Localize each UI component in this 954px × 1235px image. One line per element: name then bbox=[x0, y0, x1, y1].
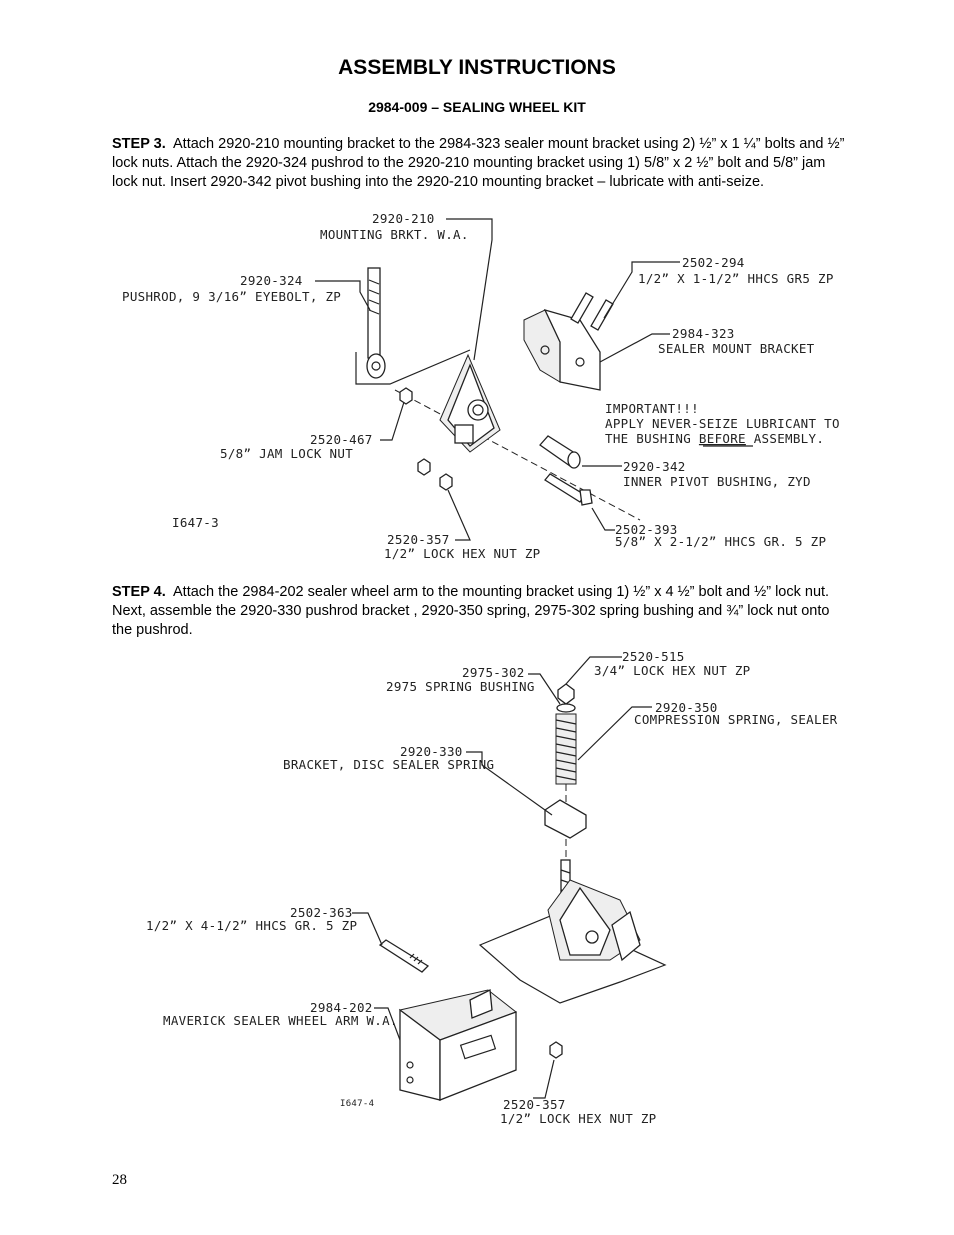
important-note-text-a: THE BUSHING bbox=[605, 431, 699, 446]
spring-bushing-drawing bbox=[557, 704, 575, 712]
label-2520-515-description: 3/4” LOCK HEX NUT ZP bbox=[594, 663, 751, 678]
label-2975-302-number: 2975-302 bbox=[462, 665, 525, 680]
figure-2-id: I647-4 bbox=[340, 1099, 375, 1109]
label-2920-330-number: 2920-330 bbox=[400, 744, 463, 759]
label-2920-342-description: INNER PIVOT BUSHING, ZYD bbox=[623, 474, 811, 489]
label-2502-393-number: 2502-393 bbox=[615, 522, 678, 537]
lock-nut-fig2-drawing bbox=[550, 1042, 562, 1058]
important-note-before: BEFORE bbox=[698, 431, 746, 446]
step-3-label: STEP 3. bbox=[112, 136, 166, 152]
label-2520-467-description: 5/8” JAM LOCK NUT bbox=[220, 446, 354, 461]
bolt-2502-363-drawing bbox=[380, 940, 428, 972]
important-note-line-2: APPLY NEVER-SEIZE LUBRICANT TO bbox=[605, 416, 840, 431]
step-3-text: Attach 2920-210 mounting bracket to the 2984-323 sealer mount bracket using 2) ½” x 1 ¼” bolts and ½” lock nuts. Attach the 2920-324 pushrod to the 2920-210 mounting bracket using 1) 5/8” x 2 ½” bolt and 5/8” jam lock nut. Insert 2920-342 pivot bushing into the 2920-210 mounting bracket – lubricate with anti-seize. bbox=[112, 136, 845, 190]
step-4-text: Attach the 2984-202 sealer wheel arm to the mounting bracket using 1) ½” x 4 ½” bolt and ½” lock nut. Next, assemble the 2920-330 pushrod bracket , 2920-350 spring, 2975-302 spring bushing and ¾” lock nut onto the pushrod. bbox=[112, 584, 830, 638]
label-2984-202-number: 2984-202 bbox=[310, 1000, 373, 1015]
label-2502-393-description: 5/8” X 2-1/2” HHCS GR. 5 ZP bbox=[615, 534, 827, 549]
label-2520-357-description-fig1: 1/2” LOCK HEX NUT ZP bbox=[384, 546, 541, 561]
label-2920-330-description: BRACKET, DISC SEALER SPRING bbox=[283, 757, 495, 772]
label-2984-323-description: SEALER MOUNT BRACKET bbox=[658, 341, 815, 356]
label-2920-350-number: 2920-350 bbox=[655, 700, 718, 715]
label-2520-357-number-fig1: 2520-357 bbox=[387, 532, 450, 547]
page-title: ASSEMBLY INSTRUCTIONS bbox=[338, 56, 616, 79]
label-2502-363-number: 2502-363 bbox=[290, 905, 353, 920]
important-note-text-c: ASSEMBLY. bbox=[745, 431, 825, 446]
label-2920-324-description: PUSHROD, 9 3/16” EYEBOLT, ZP bbox=[122, 289, 342, 304]
label-2920-350-description: COMPRESSION SPRING, SEALER bbox=[634, 712, 838, 727]
label-2520-357-description-fig2: 1/2” LOCK HEX NUT ZP bbox=[500, 1111, 657, 1126]
label-2984-323-number: 2984-323 bbox=[672, 326, 735, 341]
label-2502-294-description: 1/2” X 1-1/2” HHCS GR5 ZP bbox=[638, 271, 834, 286]
label-2920-342-number: 2920-342 bbox=[623, 459, 686, 474]
label-2520-357-number-fig2: 2520-357 bbox=[503, 1097, 566, 1112]
label-2520-515-number: 2520-515 bbox=[622, 649, 685, 664]
label-2984-202-description: MAVERICK SEALER WHEEL ARM W.A. bbox=[163, 1013, 398, 1028]
step-4-label: STEP 4. bbox=[112, 584, 166, 600]
kit-subtitle: 2984-009 – SEALING WHEEL KIT bbox=[368, 99, 586, 115]
label-2920-324-number: 2920-324 bbox=[240, 273, 303, 288]
leader-2520-357-fig2 bbox=[533, 1060, 554, 1098]
label-2975-302-description: 2975 SPRING BUSHING bbox=[386, 679, 535, 694]
bracket-assembly-drawing bbox=[548, 880, 640, 960]
top-lock-nut-drawing bbox=[558, 684, 574, 704]
compression-spring-drawing bbox=[556, 714, 576, 784]
label-2520-467-number: 2520-467 bbox=[310, 432, 373, 447]
page-number: 28 bbox=[112, 1172, 127, 1188]
spring-bracket-drawing bbox=[545, 800, 586, 838]
sealer-wheel-arm-drawing bbox=[400, 990, 516, 1100]
label-2920-210-number: 2920-210 bbox=[372, 211, 435, 226]
label-2502-294-number: 2502-294 bbox=[682, 255, 745, 270]
important-note-line-1: IMPORTANT!!! bbox=[605, 401, 699, 416]
figure-1-id: I647-3 bbox=[172, 515, 219, 530]
label-2920-210-description: MOUNTING BRKT. W.A. bbox=[320, 227, 469, 242]
label-2502-363-description: 1/2” X 4-1/2” HHCS GR. 5 ZP bbox=[146, 918, 358, 933]
